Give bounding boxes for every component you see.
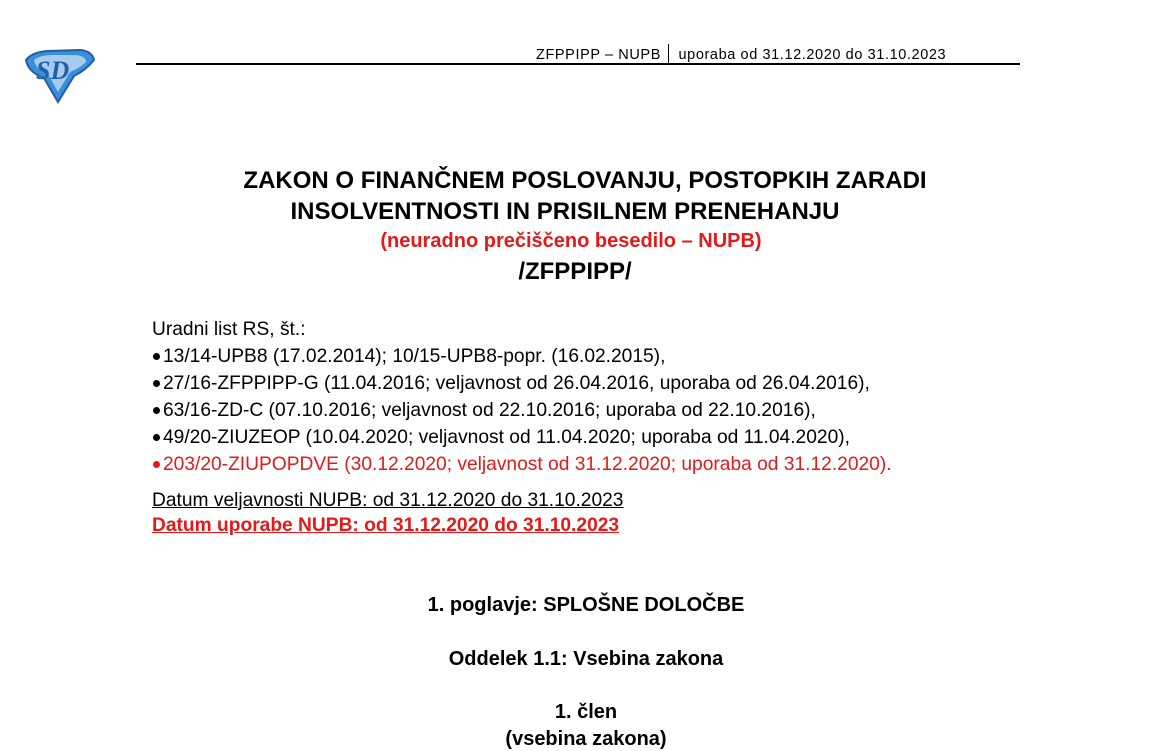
bullet-icon (153, 380, 160, 387)
list-item (152, 451, 892, 478)
validity-block (152, 488, 623, 538)
gazette-entry: 13/14-UPB8 (17.02.2014); 10/15-UPB8-popr. (16.02.2015), (163, 346, 666, 367)
chapter-heading: 1. poglavje: SPLOŠNE DOLOČBE (427, 594, 745, 616)
header-left: ZFPPIPP – NUPB (536, 47, 661, 63)
list-item (152, 370, 892, 397)
gazette-heading: Uradni list RS, št.: (152, 319, 306, 340)
law-title-line2: INSOLVENTNOSTI IN PRISILNEM PRENEHANJU (290, 198, 840, 225)
gazette-entry: 63/16-ZD-C (07.10.2016; veljavnost od 22.10.2016; uporaba od 22.10.2016), (163, 400, 816, 421)
validity-date: Datum veljavnosti NUPB: od 31.12.2020 do 31.10.2023 (152, 490, 624, 511)
article-heading: 1. člen (554, 701, 618, 723)
list-item (152, 424, 892, 451)
list-item (152, 397, 892, 424)
gazette-list (152, 316, 892, 478)
gazette-entry: 203/20-ZIUPOPDVE (30.12.2020; veljavnost od 31.12.2020; uporaba od 31.12.2020). (163, 454, 892, 475)
law-abbreviation: /ZFPPIPP/ (518, 258, 632, 285)
application-date: Datum uporabe NUPB: od 31.12.2020 do 31.10.2023 (152, 515, 620, 536)
sd-logo-icon (22, 46, 96, 104)
bullet-icon (153, 353, 160, 360)
law-title-line1: ZAKON O FINANČNEM POSLOVANJU, POSTOPKIH ZARADI (243, 167, 927, 194)
header-right: uporaba od 31.12.2020 do 31.10.2023 (678, 47, 947, 63)
division-heading: Oddelek 1.1: Vsebina zakona (448, 648, 724, 670)
bullet-icon (153, 407, 160, 414)
running-header (536, 44, 946, 65)
list-item (152, 343, 892, 370)
bullet-icon (153, 461, 160, 468)
law-subtitle: (neuradno prečiščeno besedilo – NUPB) (380, 230, 762, 252)
header-separator (668, 44, 670, 65)
svg-text:SD: SD (36, 56, 70, 85)
bullet-icon (153, 434, 160, 441)
gazette-entry: 27/16-ZFPPIPP-G (11.04.2016; veljavnost od 26.04.2016, uporaba od 26.04.2016), (163, 373, 870, 394)
article-title: (vsebina zakona) (505, 728, 667, 750)
header-rule (136, 63, 1020, 65)
gazette-entry: 49/20-ZIUZEOP (10.04.2020; veljavnost od 11.04.2020; uporaba od 11.04.2020), (163, 427, 850, 448)
